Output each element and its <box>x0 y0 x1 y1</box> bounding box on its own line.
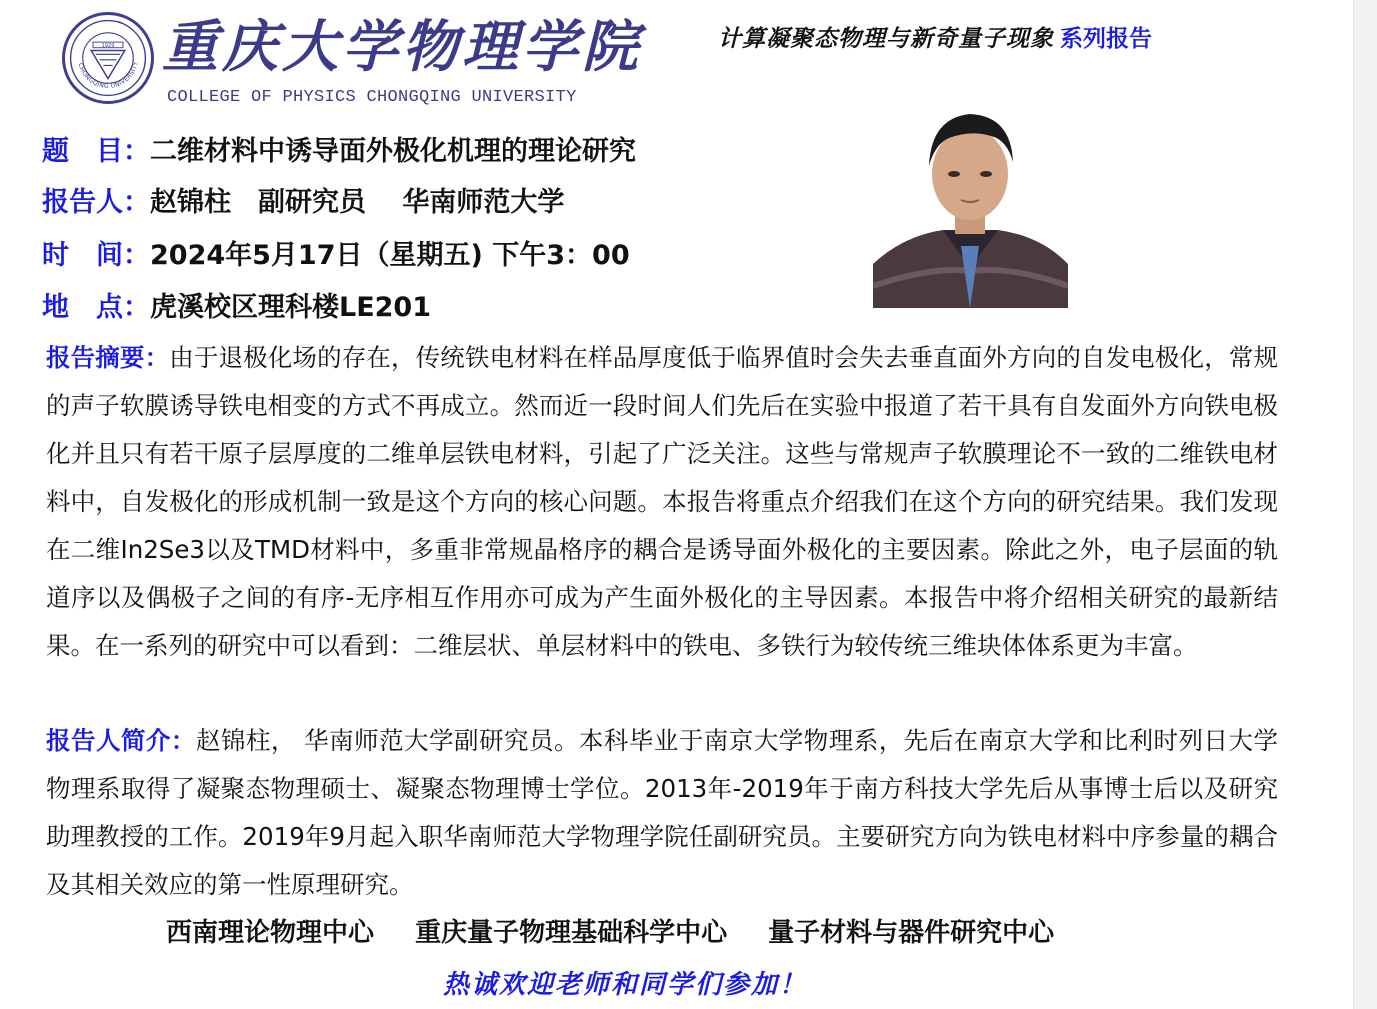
bio-text: 赵锦柱， 华南师范大学副研究员。本科毕业于南京大学物理系，先后在南京大学和比利时列日大学物理系取得了凝聚态物理硕士、凝聚态物理博士学位。2013年-2019年于南方科技大学先后从事博士后以及研究助理教授的工作。2019年9月起入职华南师范大学物理学院任副研究员。主要研究方向为铁电材料中序参量的耦合及其相关效应的第一性原理研究。 <box>46 726 1278 899</box>
place-value: 虎溪校区理科楼LE201 <box>150 292 432 323</box>
info-place <box>42 288 431 328</box>
info-speaker <box>42 183 564 223</box>
svg-text:1929: 1929 <box>101 42 115 49</box>
svg-text:CHONGQING UNIVERSITY: CHONGQING UNIVERSITY <box>76 61 140 91</box>
bio-paragraph <box>46 717 1278 909</box>
info-title <box>42 132 636 172</box>
college-name-en: COLLEGE OF PHYSICS CHONGQING UNIVERSITY <box>167 88 577 107</box>
university-seal-logo <box>62 12 154 104</box>
abstract-label: 报告摘要： <box>46 343 170 372</box>
organizer-item: 西南理论物理中心 <box>166 918 375 948</box>
organizer-item: 量子材料与器件研究中心 <box>768 918 1055 948</box>
organizer-item: 重庆量子物理基础科学中心 <box>415 918 728 948</box>
abstract-text: 由于退极化场的存在，传统铁电材料在样品厚度低于临界值时会失去垂直面外方向的自发电极化，常规的声子软膜诱导铁电相变的方式不再成立。然而近一段时间人们先后在实验中报道了若干具有自发面外方向铁电极化并且只有若干原子层厚度的二维单层铁电材料，引起了广泛关注。这些与常规声子软膜理论不一致的二维铁电材料中，自发极化的形成机制一致是这个方向的核心问题。本报告将重点介绍我们在这个方向的研究结果。我们发现在二维In2Se3以及TMD材料中，多重非常规晶格序的耦合是诱导面外极化的主要因素。除此之外，电子层面的轨道序以及偶极子之间的有序-无序相互作用亦可成为产生面外极化的主导因素。本报告中将介绍相关研究的最新结果。在一系列的研究中可以看到：二维层状、单层材料中的铁电、多铁行为较传统三维块体体系更为丰富。 <box>46 343 1278 660</box>
time-label: 时 间： <box>42 240 150 271</box>
series-name: 计算凝聚态物理与新奇量子现象 <box>718 25 1054 52</box>
bio-label: 报告人简介： <box>46 726 196 755</box>
college-name-cn: 重庆大学物理学院 <box>162 14 642 80</box>
speaker-label: 报告人： <box>42 187 150 218</box>
info-time <box>42 236 630 276</box>
organizer-list <box>166 913 1086 953</box>
place-label: 地 点： <box>42 292 150 323</box>
abstract-paragraph <box>46 334 1278 670</box>
page-scrollbar[interactable] <box>1353 0 1377 1009</box>
speaker-photo <box>873 96 1068 308</box>
speaker-value: 赵锦柱 副研究员 华南师范大学 <box>150 187 565 218</box>
title-value: 二维材料中诱导面外极化机理的理论研究 <box>150 136 636 167</box>
report-series-title <box>718 22 1152 56</box>
series-tag: 系列报告 <box>1060 26 1152 52</box>
title-label: 题 目： <box>42 136 150 167</box>
time-value: 2024年5月17日（星期五) 下午3：00 <box>150 240 630 271</box>
welcome-message: 热诚欢迎老师和同学们参加！ <box>443 970 808 1000</box>
